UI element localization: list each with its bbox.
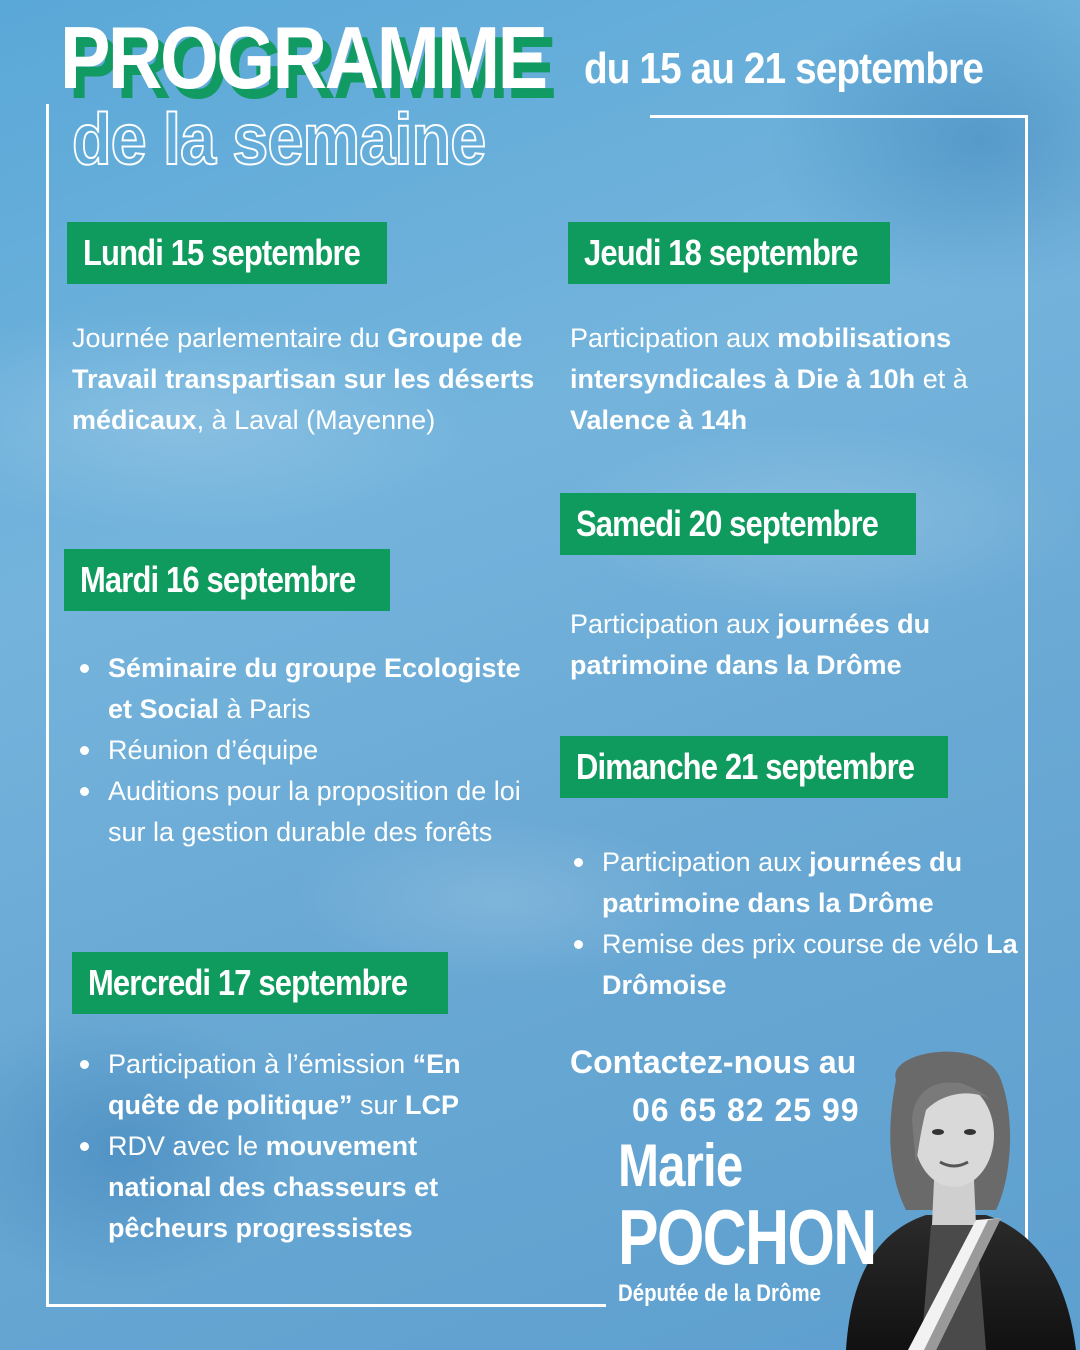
mercredi-item-1-d: LCP: [405, 1090, 460, 1120]
dimanche-item-1-b: journées du patrimoine dans la Drôme: [602, 847, 963, 918]
mardi-item-1-rest: à Paris: [219, 694, 311, 724]
list-item: [72, 648, 527, 730]
list-item: [72, 771, 527, 853]
day-content-mardi: [72, 648, 527, 853]
jeudi-text-1: Participation aux: [570, 323, 778, 353]
frame-line-bottom: [46, 1304, 606, 1307]
mercredi-item-1-a: Participation à l’émission: [108, 1049, 413, 1079]
day-label-mardi: [64, 549, 390, 611]
mercredi-item-1-c: sur: [352, 1090, 406, 1120]
signature-first-name: Marie: [618, 1132, 743, 1199]
day-content-lundi: [72, 318, 542, 441]
list-item: [566, 842, 1021, 924]
day-label-samedi: [560, 493, 916, 555]
mercredi-item-2-a: RDV avec le: [108, 1131, 266, 1161]
mercredi-item-2-b: mouvement national des chasseurs et pêcheurs progressistes: [108, 1131, 439, 1243]
lundi-text-3: , à Laval (Mayenne): [196, 405, 436, 435]
contact-block: [570, 1038, 860, 1134]
samedi-text-1: Participation aux: [570, 609, 778, 639]
mardi-item-3: Auditions pour la proposition de loi sur la gestion durable des forêts: [108, 776, 521, 847]
day-label-samedi-text: Samedi 20 septembre: [576, 503, 879, 544]
day-label-mercredi-text: Mercredi 17 septembre: [88, 962, 408, 1003]
list-item: [72, 1126, 527, 1249]
mercredi-item-1-b: “En quête de politique”: [108, 1049, 461, 1120]
lundi-text-2: Groupe de Travail transpartisan sur les déserts médicaux: [72, 323, 535, 435]
date-range: du 15 au 21 septembre: [584, 44, 984, 93]
day-label-mardi-text: Mardi 16 septembre: [80, 559, 356, 600]
day-label-lundi-text: Lundi 15 septembre: [83, 232, 361, 273]
list-item: [72, 730, 527, 771]
lundi-text-1: Journée parlementaire du: [72, 323, 388, 353]
mardi-item-2: Réunion d’équipe: [108, 735, 319, 765]
mardi-item-1-bold: Séminaire du groupe Ecologiste et Social: [108, 653, 521, 724]
day-content-mercredi: [72, 1044, 527, 1249]
contact-label: Contactez-nous au: [570, 1044, 857, 1080]
page-subtitle: de la semaine: [72, 100, 486, 180]
day-content-dimanche: [566, 842, 1021, 1006]
frame-line-top: [650, 115, 1028, 118]
signature-block: [618, 1132, 948, 1307]
list-item: [566, 924, 1021, 1006]
contact-phone[interactable]: 06 65 82 25 99: [632, 1092, 860, 1128]
day-label-dimanche-text: Dimanche 21 septembre: [576, 746, 915, 787]
list-item: [72, 1044, 527, 1126]
day-label-jeudi: [568, 222, 890, 284]
page-title: PROGRAMME: [60, 8, 546, 107]
dimanche-item-2-b: La Drômoise: [602, 929, 1018, 1000]
jeudi-text-2: mobilisations intersyndicales à Die à 10h: [570, 323, 952, 394]
signature-role: Députée de la Drôme: [618, 1280, 821, 1307]
jeudi-text-3: et à: [915, 364, 968, 394]
dimanche-item-2-a: Remise des prix course de vélo: [602, 929, 987, 959]
day-label-jeudi-text: Jeudi 18 septembre: [584, 232, 858, 273]
samedi-text-2: journées du patrimoine dans la Drôme: [570, 609, 931, 680]
frame-line-left: [46, 104, 49, 1307]
day-label-dimanche: [560, 736, 948, 798]
jeudi-text-4: Valence à 14h: [570, 405, 748, 435]
day-label-mercredi: [72, 952, 448, 1014]
day-label-lundi: [67, 222, 387, 284]
day-content-samedi: [570, 604, 1010, 686]
signature-last-name: POCHON: [618, 1193, 876, 1281]
dimanche-item-1-a: Participation aux: [602, 847, 810, 877]
day-content-jeudi: [570, 318, 1018, 441]
